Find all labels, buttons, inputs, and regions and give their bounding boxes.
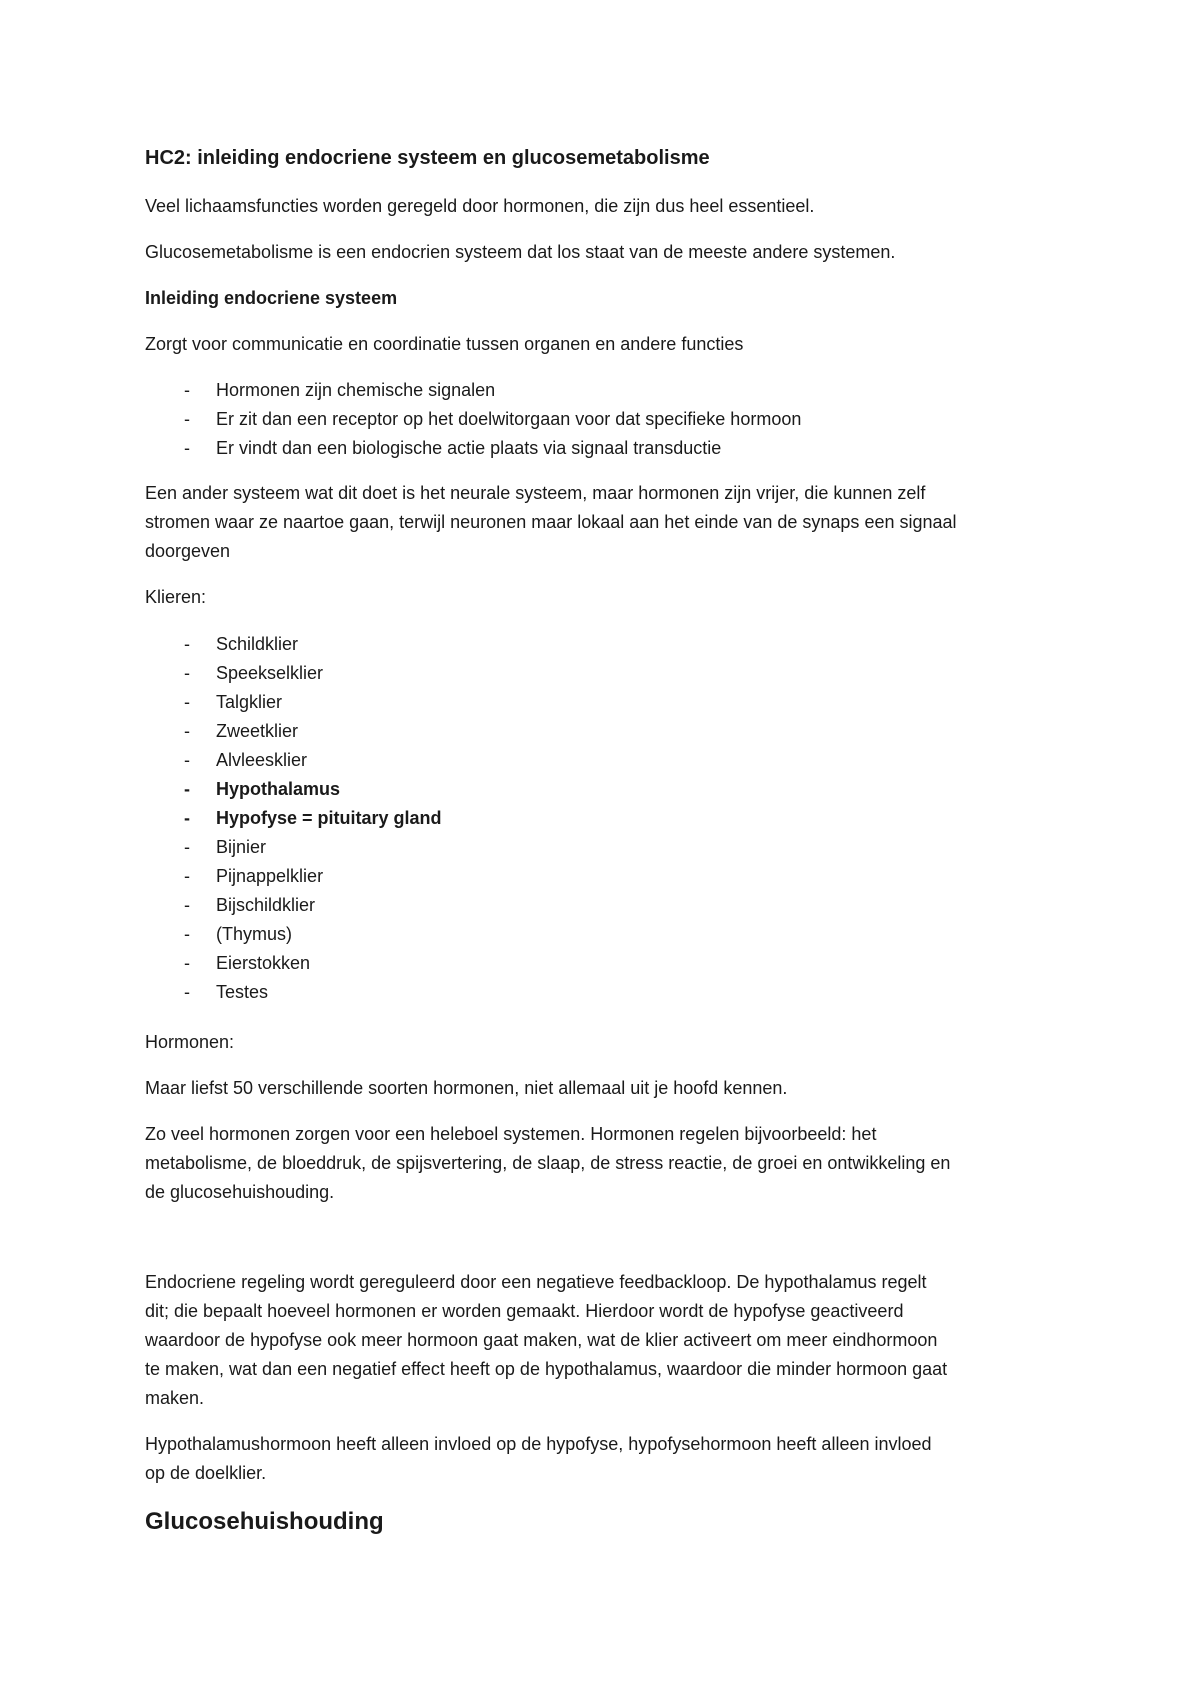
paragraph-glucose: Glucosemetabolisme is een endocrien systeem dat los staat van de meeste andere systemen. <box>145 242 896 262</box>
dash-bullet: - <box>184 692 190 712</box>
list-item <box>0 376 1200 405</box>
dash-bullet: - <box>184 634 190 654</box>
list-item <box>0 891 1200 920</box>
list-item <box>0 833 1200 862</box>
paragraph-line: waardoor de hypofyse ook meer hormoon gaat maken, wat de klier activeert om meer eindhormoon <box>145 1330 938 1350</box>
dash-bullet: - <box>184 750 190 770</box>
list-item-text: Eierstokken <box>216 953 311 973</box>
list-item-text: Talgklier <box>216 692 283 712</box>
paragraph-line: doorgeven <box>145 541 231 561</box>
dash-bullet: - <box>184 438 190 458</box>
document-title: HC2: inleiding endocriene systeem en glucosemetabolisme <box>145 147 710 169</box>
list-item <box>0 717 1200 746</box>
list-item <box>0 862 1200 891</box>
list-item <box>0 688 1200 717</box>
section-heading-glucose: Glucosehuishouding <box>145 1508 384 1535</box>
list-item <box>0 920 1200 949</box>
list-item <box>0 405 1200 434</box>
list-item <box>0 659 1200 688</box>
paragraph-line: te maken, wat dan een negatief effect heeft op de hypothalamus, waardoor die minder hormoon gaat <box>145 1359 948 1379</box>
list-item <box>0 978 1200 1007</box>
list-item-text: Bijnier <box>216 837 267 857</box>
list-item <box>0 804 1200 833</box>
dash-bullet: - <box>184 924 190 944</box>
paragraph-communication: Zorgt voor communicatie en coordinatie tussen organen en andere functies <box>145 334 744 354</box>
list-item <box>0 746 1200 775</box>
dash-bullet: - <box>184 808 190 828</box>
paragraph-feedback-loop <box>145 1268 947 1413</box>
list-item-text: Hypothalamus <box>216 779 341 799</box>
list-item-text: Schildklier <box>216 634 299 654</box>
paragraph-hormone-count: Maar liefst 50 verschillende soorten hormonen, niet allemaal uit je hoofd kennen. <box>145 1078 788 1098</box>
list-item-text: Speekselklier <box>216 663 324 683</box>
list-item-text: Hormonen zijn chemische signalen <box>216 380 496 400</box>
paragraph-line: Zo veel hormonen zorgen voor een heleboel systemen. Hormonen regelen bijvoorbeeld: het <box>145 1124 877 1144</box>
dash-bullet: - <box>184 663 190 683</box>
list-item-text: Bijschildklier <box>216 895 316 915</box>
paragraph-line: Endocriene regeling wordt gereguleerd door een negatieve feedbackloop. De hypothalamus regelt <box>145 1272 927 1292</box>
list-item-text: Pijnappelklier <box>216 866 324 886</box>
dash-bullet: - <box>184 982 190 1002</box>
paragraph-line: dit; die bepaalt hoeveel hormonen er worden gemaakt. Hierdoor wordt de hypofyse geactiveerd <box>145 1301 904 1321</box>
list-item-text: Alvleesklier <box>216 750 308 770</box>
list-item-text: Testes <box>216 982 269 1002</box>
paragraph-intro: Veel lichaamsfuncties worden geregeld door hormonen, die zijn dus heel essentieel. <box>145 196 815 216</box>
paragraph-line: Een ander systeem wat dit doet is het neurale systeem, maar hormonen zijn vrijer, die kunnen zelf <box>145 483 926 503</box>
dash-bullet: - <box>184 837 190 857</box>
list-item-text: Zweetklier <box>216 721 299 741</box>
dash-bullet: - <box>184 380 190 400</box>
paragraph-neural-system <box>145 479 957 566</box>
list-item-text: Er zit dan een receptor op het doelwitorgaan voor dat specifieke hormoon <box>216 409 802 429</box>
label-hormonen: Hormonen: <box>145 1032 235 1052</box>
paragraph-line: Hypothalamushormoon heeft alleen invloed op de hypofyse, hypofysehormoon heeft alleen invloed <box>145 1434 932 1454</box>
list-item <box>0 630 1200 659</box>
dash-bullet: - <box>184 779 190 799</box>
list-item <box>0 434 1200 463</box>
paragraph-line: op de doelklier. <box>145 1463 267 1483</box>
paragraph-hypothalamus-hormone <box>145 1430 932 1488</box>
paragraph-hormone-systems <box>145 1120 950 1207</box>
section-heading-endocrine: Inleiding endocriene systeem <box>145 288 398 308</box>
list-item-text: Hypofyse = pituitary gland <box>216 808 442 828</box>
paragraph-line: de glucosehuishouding. <box>145 1182 335 1202</box>
list-item-text: (Thymus) <box>216 924 292 944</box>
bullet-list-glands <box>0 630 1200 1007</box>
list-item <box>0 775 1200 804</box>
bullet-list-signals <box>0 376 1200 463</box>
list-item <box>0 949 1200 978</box>
dash-bullet: - <box>184 866 190 886</box>
list-item-text: Er vindt dan een biologische actie plaats via signaal transductie <box>216 438 722 458</box>
dash-bullet: - <box>184 721 190 741</box>
paragraph-line: maken. <box>145 1388 205 1408</box>
dash-bullet: - <box>184 953 190 973</box>
paragraph-line: metabolisme, de bloeddruk, de spijsvertering, de slaap, de stress reactie, de groei en ontwikkeling en <box>145 1153 951 1173</box>
paragraph-line: stromen waar ze naartoe gaan, terwijl neuronen maar lokaal aan het einde van de synaps een signaal <box>145 512 957 532</box>
dash-bullet: - <box>184 409 190 429</box>
dash-bullet: - <box>184 895 190 915</box>
label-klieren: Klieren: <box>145 587 207 607</box>
